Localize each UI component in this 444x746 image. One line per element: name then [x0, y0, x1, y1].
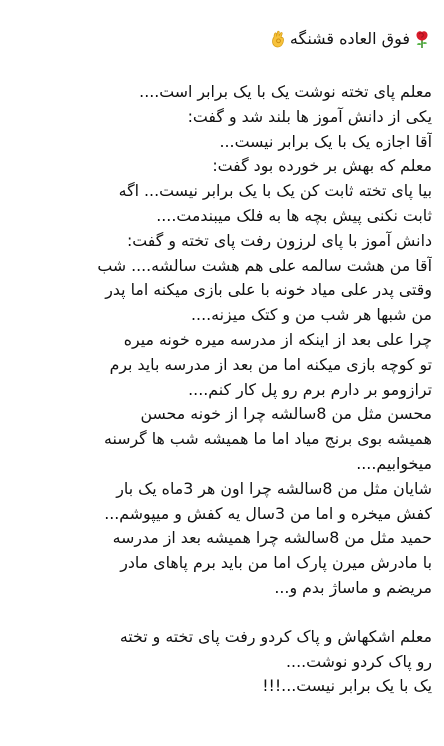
text-line: دانش آموز با پای لرزون رفت پای تخته و گفت: — [126, 230, 432, 250]
text-line: بیا پای تخته ثابت کن یک با یک برابر نیست... اگه — [118, 181, 432, 201]
text-line: همیشه بوی برنج میاد اما ما همیشه شب ها گرسنه — [103, 429, 432, 449]
text-line: آقا اجازه یک با یک برابر نیست... — [219, 131, 432, 151]
message-title: فوق العاده قشنگه — [289, 28, 410, 48]
title-line — [8, 22, 432, 56]
text-line: من شبها هر شب من و کتک میزنه.... — [191, 305, 432, 325]
text-line: محسن مثل من 8سالشه چرا از خونه محسن — [140, 404, 432, 424]
text-line: شایان مثل من 8سالشه چرا اون هر 3ماه یک بار — [116, 478, 432, 498]
text-line: رو پاک کردو نوشت.... — [286, 651, 432, 671]
text-line: حمید مثل من 8سالشه چرا همیشه بعد از مدرسه — [112, 528, 432, 548]
ending-paragraph — [8, 625, 432, 699]
blank-line — [8, 56, 432, 80]
text-line: معلم که بهش بر خورده بود گفت: — [212, 156, 432, 176]
text-line: معلم اشکهاش و پاک کردو رفت پای تخته و تخته — [119, 626, 432, 646]
text-line: میخوابیم.... — [356, 453, 432, 473]
blank-line — [8, 601, 432, 625]
text-line: مریضم و ماساژ بدم و... — [274, 577, 432, 597]
text-line: تو کوچه بازی میکنه اما من بعد از مدرسه باید برم — [109, 354, 432, 374]
text-line: کفش میخره و اما من 3سال یه کفش و میپوشم... — [104, 503, 432, 523]
text-line: ترازومو بر دارم برم رو پل کار کنم.... — [188, 379, 432, 399]
rose-icon — [412, 29, 432, 49]
message-text — [8, 2, 432, 699]
text-line: چرا علی بعد از اینکه از مدرسه میره خونه میره — [123, 329, 432, 349]
text-line: وقتی پدر علی میاد خونه با علی بازی میکنه اما پدر — [105, 280, 432, 300]
text-line: یکی از دانش آموز ها بلند شد و گفت: — [187, 106, 432, 126]
text-line: یک با یک برابر نیست...!!! — [262, 676, 432, 696]
text-line: با مادرش میرن پارک اما من باید برم پاهای مادر — [120, 553, 432, 573]
text-line: معلم پای تخته نوشت یک با یک برابر است.... — [139, 82, 432, 101]
text-line: آقا من هشت سالمه علی هم هشت سالشه.... شب — [97, 255, 432, 275]
story-paragraph — [8, 80, 432, 601]
ok-hand-icon — [268, 29, 288, 49]
text-line: ثابت نکنی پیش بچه ها به فلک میبندمت.... — [156, 205, 432, 225]
